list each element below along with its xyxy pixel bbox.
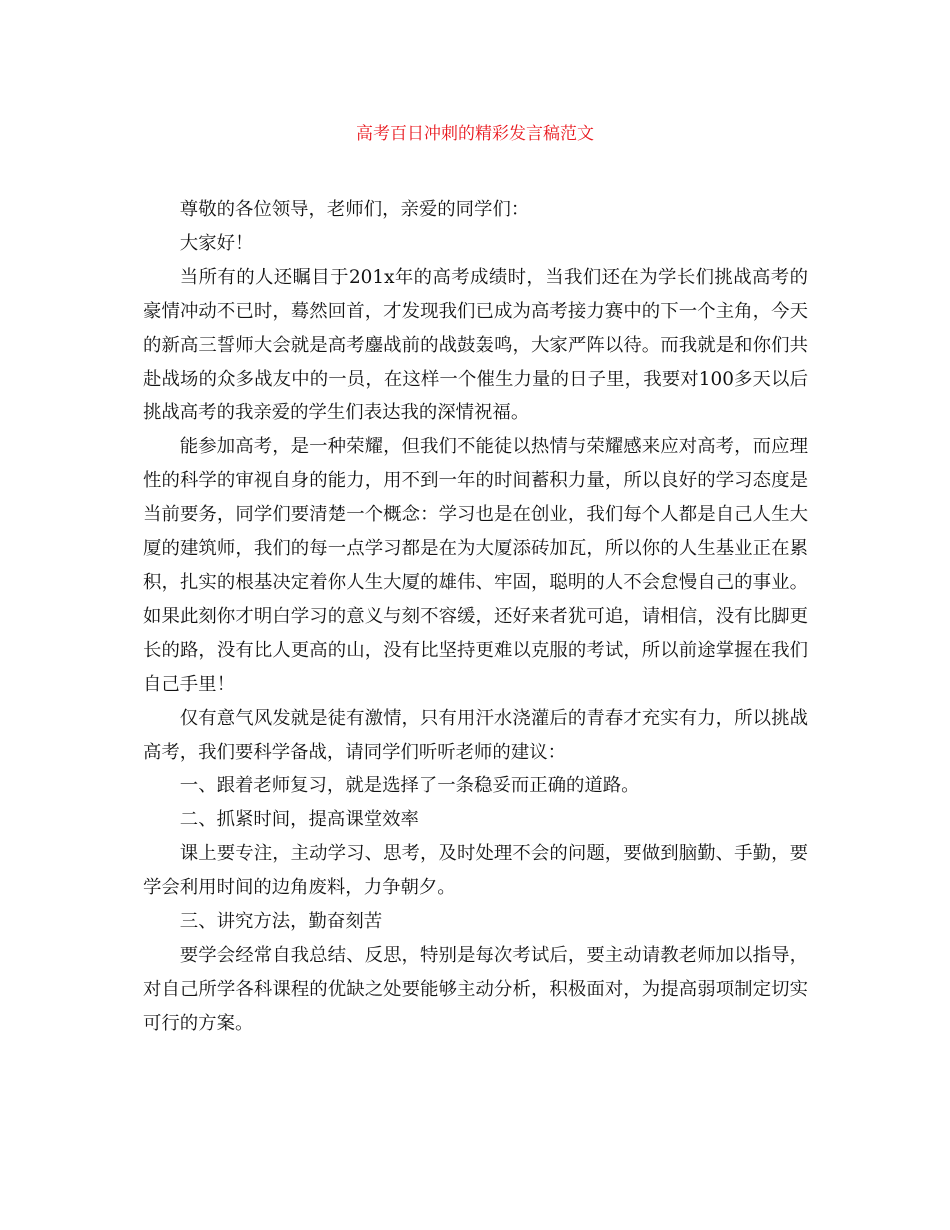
paragraph-advice-3-heading: 三、讲究方法，勤奋刻苦 [179, 911, 383, 933]
paragraph-attitude: 能参加高考，是一种荣耀，但我们不能徒以热情与荣耀感来应对高考，而应理性的科学的审视自身的能力，用不到一年的时间蓄积力量，所以良好的学习态度是当前要务，同学们要清楚一个概念：学习也是在创业，我们每个人都是自己人生大厦的建筑师，我们的每一点学习都是在为大厦添砖加瓦，所以你的人生基业正在累积，扎实的根基决定着你人生大厦的雄伟、牢固，聪明的人不会怠慢自己的事业。如果此刻你才明白学习的意义与刻不容缓，还好来者犹可追，请相信，没有比脚更长的路，没有比人更高的山，没有比坚持更难以克服的考试，所以前途掌握在我们自己手里！ [143, 436, 808, 695]
document-body [143, 193, 808, 1041]
paragraph-advice-1: 一、跟着老师复习，就是选择了一条稳妥而正确的道路。 [179, 775, 640, 797]
paragraph-intro: 当所有的人还瞩目于201x年的高考成绩时，当我们还在为学长们挑战高考的豪情冲动不已时，蓦然回首，才发现我们已成为高考接力赛中的下一个主角，今天的新高三誓师大会就是高考鏖战前的战鼓轰鸣，大家严阵以待。而我就是和你们共赴战场的众多战友中的一员，在这样一个催生力量的日子里，我要对100多天以后挑战高考的我亲爱的学生们表达我的深情祝福。 [143, 266, 808, 424]
paragraph-salutation: 尊敬的各位领导，老师们，亲爱的同学们： [179, 199, 530, 220]
document-title: 高考百日冲刺的精彩发言稿范文 [356, 124, 594, 144]
paragraph-advice-2-body: 课上要专注，主动学习、思考，及时处理不会的问题，要做到脑勤、手勤，要学会利用时间的边角废料，力争朝夕。 [143, 843, 808, 899]
paragraph-greeting: 大家好！ [179, 232, 254, 254]
paragraph-advice-intro: 仅有意气风发就是徒有激情，只有用汗水浇灌后的青春才充实有力，所以挑战高考，我们要科学备战，请同学们听听老师的建议： [143, 707, 808, 763]
paragraph-advice-2-heading: 二、抓紧时间，提高课堂效率 [179, 809, 419, 831]
paragraph-advice-3-body: 要学会经常自我总结、反思，特别是每次考试后，要主动请教老师加以指导，对自己所学各科课程的优缺之处要能够主动分析，积极面对，为提高弱项制定切实可行的方案。 [143, 944, 808, 1034]
